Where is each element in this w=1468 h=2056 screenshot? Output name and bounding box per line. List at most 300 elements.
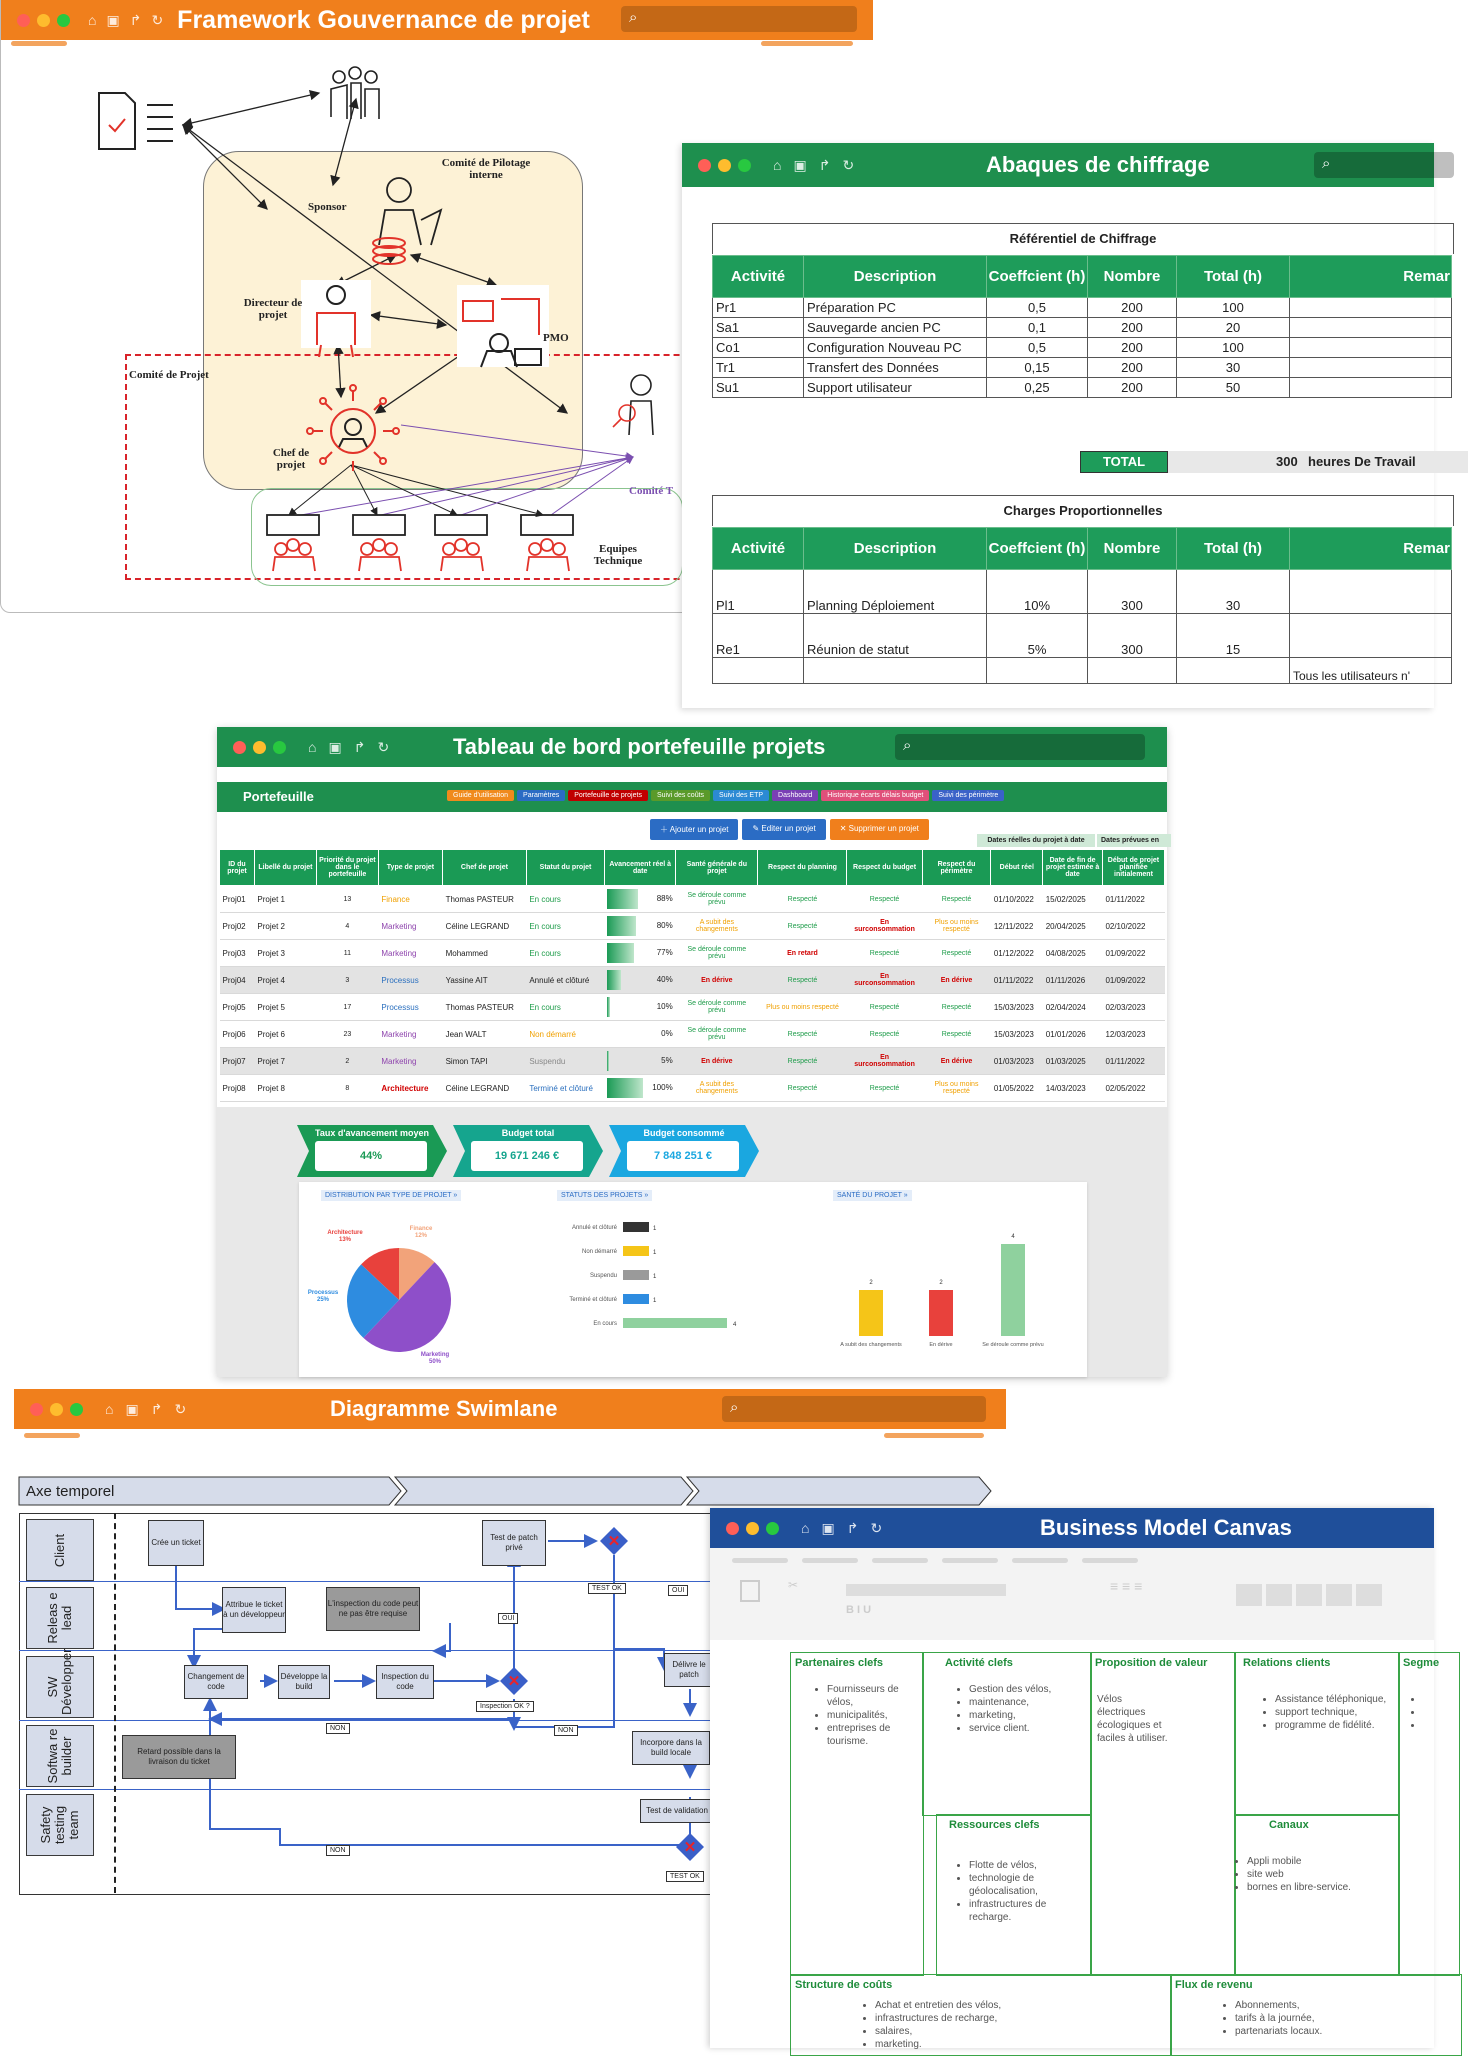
table-cell: Proj06 (220, 1021, 255, 1048)
close-button[interactable] (233, 741, 246, 754)
table-cell: 17 (316, 994, 378, 1021)
box-test-validation: Test de validation (640, 1799, 714, 1823)
table-cell: 01/12/2022 (991, 940, 1043, 967)
bar-category: Terminé et clôturé (569, 1297, 617, 1303)
cell-ressources (936, 1814, 1092, 1976)
table-cell[interactable]: 100 (1177, 298, 1290, 318)
add-project-label: Ajouter un projet (669, 825, 729, 834)
maximize-button[interactable] (273, 741, 286, 754)
maximize-button[interactable] (738, 159, 751, 172)
table-cell: 01/05/2022 (991, 1075, 1043, 1102)
table-cell: Proj04 (220, 967, 255, 994)
table-cell: 15/03/2023 (991, 1021, 1043, 1048)
status-bar[interactable] (623, 1270, 649, 1280)
table-row[interactable] (220, 1021, 1165, 1048)
bar-value: 4 (1011, 1234, 1015, 1240)
table-cell[interactable]: 0,5 (987, 298, 1088, 318)
col-header[interactable]: Avancement réel à date (605, 850, 676, 886)
minimize-button[interactable] (746, 1522, 759, 1535)
table-cell[interactable]: 0,25 (987, 378, 1088, 398)
table-cell: Respecté (847, 1075, 922, 1102)
progress-value: 40% (656, 975, 673, 984)
status-bar-chart (551, 1212, 801, 1372)
table-cell: Respecté (758, 913, 847, 940)
table-row (713, 570, 1452, 614)
close-button[interactable] (17, 14, 30, 27)
tag-test-ok: TEST OK (666, 1871, 704, 1882)
share-icon[interactable]: ↱ (846, 1519, 859, 1536)
table-cell: Non démarré (526, 1021, 604, 1048)
kpi-card (609, 1125, 759, 1177)
table-cell: 15/02/2025 (1043, 886, 1103, 913)
table-row[interactable] (220, 1048, 1165, 1075)
cell-list (1401, 1693, 1423, 1732)
sheet-tab[interactable]: Suivi des périmètre (932, 790, 1004, 801)
tag-non: NON (326, 1723, 350, 1734)
add-project-button[interactable]: ＋ Ajouter un projet (650, 819, 738, 840)
label-comite-pilotage: Comité de Pilotage interne (441, 157, 531, 181)
share-icon[interactable]: ↱ (353, 738, 366, 755)
table-cell: 23 (316, 1021, 378, 1048)
table-cell: 01/03/2025 (1043, 1048, 1103, 1075)
table-cell: Respecté (922, 886, 991, 913)
progress-value: 80% (656, 921, 673, 930)
table-cell[interactable] (1290, 378, 1452, 398)
table-cell: Proj02 (220, 913, 255, 940)
table-cell[interactable]: 300 (1088, 570, 1177, 614)
table-row (713, 614, 1452, 658)
table-row[interactable] (220, 994, 1165, 1021)
table-cell: Jean WALT (443, 1021, 527, 1048)
kpi-value: 7 848 251 € (627, 1141, 739, 1171)
sheet-title: Portefeuille (243, 789, 314, 804)
sheet-tab[interactable]: Historique écarts délais budget (821, 790, 929, 801)
table-cell: 01/11/2022 (1102, 886, 1164, 913)
table-cell: 12/11/2022 (991, 913, 1043, 940)
search-icon: ⌕ (1322, 155, 1331, 172)
edit-project-button[interactable]: ✎ Editer un projet (742, 819, 825, 840)
table-cell: Annulé et clôturé (526, 967, 604, 994)
health-bar[interactable] (859, 1290, 883, 1336)
table-row[interactable] (220, 967, 1165, 994)
cell-title: Ressources clefs (949, 1819, 1040, 1831)
table-cell[interactable]: 200 (1088, 378, 1177, 398)
pie-chart (309, 1206, 509, 1376)
table-cell[interactable] (804, 658, 987, 684)
format-buttons[interactable]: B I U (846, 1604, 872, 1616)
table-cell: Simon TAPI (443, 1048, 527, 1075)
tag-oui: OUI (498, 1613, 518, 1624)
bar-category: A subit des changements (840, 1342, 902, 1348)
col-header[interactable]: Santé générale du projet (676, 850, 758, 886)
list-item: • infrastructures de recharge. (969, 1898, 1089, 1924)
table-cell[interactable]: 20 (1177, 318, 1290, 338)
style-boxes[interactable] (1236, 1584, 1382, 1606)
table-row[interactable] (220, 913, 1165, 940)
cell-title: Structure de coûts (795, 1979, 893, 1991)
col-header: Remar (1290, 528, 1452, 570)
table-cell[interactable]: Tr1 (713, 358, 804, 378)
home-icon[interactable]: ⌂ (308, 738, 317, 755)
table-cell[interactable]: Planning Déploiement (804, 570, 987, 614)
dates-reelles-header: Dates réelles du projet à date (977, 834, 1095, 847)
maximize-button[interactable] (766, 1522, 779, 1535)
pmo-icon (457, 285, 549, 367)
list-item: • Flotte de vélos, (969, 1859, 1089, 1872)
home-icon[interactable]: ⌂ (773, 156, 782, 173)
progress-bar (607, 997, 611, 1017)
table-cell[interactable]: 200 (1088, 298, 1177, 318)
table-cell: 01/09/2022 (1102, 940, 1164, 967)
kpi-card (297, 1125, 447, 1177)
col-header: Activité (713, 528, 804, 570)
tag-oui: OUI (668, 1585, 688, 1596)
table-cell[interactable]: 0,5 (987, 338, 1088, 358)
table-cell[interactable]: Su1 (713, 378, 804, 398)
box-retard-livraison: Retard possible dans la livraison du ticket (122, 1735, 236, 1779)
tag-non: NON (554, 1725, 578, 1736)
table-cell: 13 (316, 886, 378, 913)
ribbon-line (732, 1558, 788, 1563)
table-cell[interactable]: Réunion de statut (804, 614, 987, 658)
progress-bar (607, 970, 621, 990)
col-header[interactable]: Début réel (991, 850, 1043, 886)
font-box[interactable] (846, 1584, 1006, 1596)
list-item: • entreprises de tourisme. (827, 1722, 927, 1748)
table-row (713, 658, 1452, 684)
share-icon[interactable]: ↱ (818, 156, 831, 173)
table-cell[interactable]: 5% (987, 614, 1088, 658)
window-controls (17, 14, 70, 27)
table-row[interactable] (220, 1075, 1165, 1102)
sheet-tab[interactable]: Portefeuille de projets (568, 790, 648, 801)
sheet-tab[interactable]: Paramètres (517, 790, 565, 801)
refresh-icon[interactable]: ↻ (842, 156, 855, 173)
table-cell[interactable]: 30 (1177, 358, 1290, 378)
table-cell[interactable]: Configuration Nouveau PC (804, 338, 987, 358)
cell-title: Relations clients (1243, 1657, 1331, 1669)
table-cell[interactable] (713, 658, 804, 684)
chef-projet-icon (307, 385, 399, 471)
table-cell[interactable]: Re1 (713, 614, 804, 658)
col-header[interactable]: Date de fin de projet estimée à date (1043, 850, 1103, 886)
table-cell: Se déroule comme prévu (676, 994, 758, 1021)
refresh-icon[interactable]: ↻ (870, 1519, 883, 1536)
bar-value: 1 (653, 1274, 657, 1280)
table-cell[interactable]: Transfert des Données (804, 358, 987, 378)
table-cell: Respecté (758, 1075, 847, 1102)
search-box[interactable] (895, 734, 1145, 760)
list-item: • service client. (969, 1722, 1109, 1735)
cell-list (943, 1859, 1089, 1924)
lane-label: SW Développer (45, 1648, 74, 1715)
table-cell[interactable] (1290, 358, 1452, 378)
table-cell[interactable]: 200 (1088, 338, 1177, 358)
status-title: STATUTS DES PROJETS » (557, 1190, 652, 1201)
col-header[interactable]: Libellé du projet (254, 850, 316, 886)
table-cell[interactable]: 15 (1177, 614, 1290, 658)
list-item: • Achat et entretien des vélos, (875, 1999, 1095, 2012)
close-button[interactable] (726, 1522, 739, 1535)
home-icon[interactable]: ⌂ (801, 1519, 810, 1536)
pie-label: Finance 12% (409, 1226, 433, 1239)
table-cell: Projet 7 (254, 1048, 316, 1075)
action-buttons (650, 819, 929, 840)
minimize-button[interactable] (253, 741, 266, 754)
save-icon[interactable]: ▣ (106, 11, 120, 28)
col-header[interactable]: Respect du périmètre (922, 850, 991, 886)
stakeholders-icon (331, 67, 379, 119)
window-title: Framework Gouvernance de projet (177, 5, 590, 34)
table-cell: Mohammed (443, 940, 527, 967)
delete-project-button[interactable]: ✕ Supprimer un projet (830, 819, 929, 840)
table-cell[interactable]: Support utilisateur (804, 378, 987, 398)
total-unit: heures De Travail (1308, 454, 1416, 469)
bar-value: 1 (653, 1298, 657, 1304)
table-cell: Respecté (922, 1021, 991, 1048)
table-cell: Marketing (378, 1048, 442, 1075)
table-cell: Respecté (758, 967, 847, 994)
table-cell[interactable]: 10% (987, 570, 1088, 614)
comite-technique-icon (613, 375, 653, 435)
save-icon[interactable]: ▣ (328, 738, 342, 755)
list-item: • site web (1247, 1868, 1397, 1881)
align-icon[interactable]: ≡ ≡ ≡ (1110, 1578, 1143, 1594)
list-item: • municipalités, (827, 1709, 927, 1722)
total-value: 300 (1276, 454, 1298, 469)
titlebar (217, 727, 1167, 767)
cell-activites (922, 1652, 1092, 1816)
refresh-icon[interactable]: ↻ (151, 11, 164, 28)
col-header[interactable]: Statut du projet (526, 850, 604, 886)
status-bar[interactable] (623, 1294, 649, 1304)
cell-couts (790, 1974, 1172, 2056)
table-cell[interactable] (1290, 614, 1452, 658)
table-cell[interactable] (1088, 658, 1177, 684)
lane-label: Releas e lead (45, 1592, 74, 1644)
col-header[interactable]: Respect du planning (758, 850, 847, 886)
box-attribue-ticket: Attribue le ticket à un développeur (222, 1587, 286, 1633)
col-header: Total (h) (1177, 528, 1290, 570)
table-cell[interactable] (1290, 570, 1452, 614)
table-cell[interactable] (1290, 338, 1452, 358)
paste-icon[interactable] (740, 1580, 760, 1602)
table-cell[interactable]: Préparation PC (804, 298, 987, 318)
table-cell: 04/08/2025 (1043, 940, 1103, 967)
kpi-label: Taux d'avancement moyen (314, 1128, 429, 1138)
table-cell[interactable]: 0,1 (987, 318, 1088, 338)
progress-bar (607, 943, 635, 963)
progress-bar (607, 1051, 609, 1071)
table-cell: Architecture (378, 1075, 442, 1102)
kpi-value: 19 671 246 € (471, 1141, 583, 1171)
table-cell[interactable]: 300 (1088, 614, 1177, 658)
col-header[interactable]: Type de projet (378, 850, 442, 886)
table-cell[interactable]: Co1 (713, 338, 804, 358)
decision-diamond (500, 1667, 528, 1695)
status-bar[interactable] (623, 1318, 727, 1328)
table-cell: 11 (316, 940, 378, 967)
table-cell: Respecté (922, 994, 991, 1021)
table-cell[interactable]: 0,15 (987, 358, 1088, 378)
table-cell: 3 (316, 967, 378, 994)
list-item: • Abonnements, (1235, 1999, 1435, 2012)
table-cell[interactable] (1290, 298, 1452, 318)
table-cell: En surconsommation (847, 1048, 922, 1075)
list-item: • marketing, (969, 1709, 1109, 1722)
cell-title: Activité clefs (945, 1657, 1013, 1669)
axis-label: Axe temporel (26, 1483, 115, 1500)
window-portfolio (217, 727, 1167, 1377)
cell-title: Segme (1403, 1657, 1440, 1669)
titlebar (710, 1508, 1434, 1548)
col-header: Description (804, 256, 987, 298)
bar-value: 2 (939, 1280, 943, 1286)
col-header[interactable]: Chef de projet (443, 850, 527, 886)
close-button[interactable] (698, 159, 711, 172)
label-comite-technique: Comité T (629, 485, 674, 497)
toolbar-icons (801, 1520, 882, 1537)
ribbon-line (802, 1558, 858, 1563)
table-cell: Projet 1 (254, 886, 316, 913)
sheet-tab[interactable]: Suivi des coûts (651, 790, 710, 801)
table-cell[interactable] (1177, 658, 1290, 684)
list-item: • Gestion des vélos, (969, 1683, 1109, 1696)
table-cell (605, 913, 676, 940)
bar-category: Se déroule comme prévu (982, 1342, 1044, 1348)
table-cell[interactable]: 30 (1177, 570, 1290, 614)
cell-text: Vélos électriques écologiques et faciles à utiliser. (1097, 1694, 1168, 1744)
home-icon[interactable]: ⌂ (105, 1400, 114, 1417)
table-cell[interactable]: Sa1 (713, 318, 804, 338)
table-cell[interactable]: 200 (1088, 318, 1177, 338)
box-inspection-optionnelle: L'inspection du code peut ne pas être requise (326, 1587, 420, 1631)
save-icon[interactable]: ▣ (125, 1400, 139, 1417)
table-cell: Marketing (378, 913, 442, 940)
search-icon: ⌕ (903, 737, 912, 754)
status-bar[interactable] (623, 1222, 649, 1232)
table-cell[interactable]: Pl1 (713, 570, 804, 614)
table-row[interactable] (220, 940, 1165, 967)
table-row (713, 298, 1452, 318)
table-cell: Processus (378, 994, 442, 1021)
edit-project-label: Editer un projet (761, 824, 816, 833)
table-cell[interactable]: 100 (1177, 338, 1290, 358)
ribbon-line (942, 1558, 998, 1563)
col-header[interactable]: Début de projet planifiée initialement (1102, 850, 1164, 886)
table-cell: 02/05/2022 (1102, 1075, 1164, 1102)
table-cell: 12/03/2023 (1102, 1021, 1164, 1048)
home-icon[interactable]: ⌂ (88, 11, 97, 28)
titlebar (1, 0, 873, 40)
pie-label: Architecture 13% (327, 1230, 363, 1243)
table-cell: Finance (378, 886, 442, 913)
cell-canaux (1234, 1814, 1400, 1976)
cell-list (1235, 1855, 1397, 1894)
table-row[interactable] (220, 886, 1165, 913)
table-cell[interactable] (987, 658, 1088, 684)
decision-diamond (676, 1833, 704, 1861)
save-icon[interactable]: ▣ (793, 156, 807, 173)
table-cell: En dérive (676, 967, 758, 994)
col-header[interactable]: Respect du budget (847, 850, 922, 886)
table-cell: En retard (758, 940, 847, 967)
refresh-icon[interactable]: ↻ (174, 1400, 187, 1417)
share-icon[interactable]: ↱ (150, 1400, 163, 1417)
sheet-tab[interactable]: Dashboard (772, 790, 818, 801)
table-cell: Se déroule comme prévu (676, 886, 758, 913)
maximize-button[interactable] (57, 14, 70, 27)
share-icon[interactable]: ↱ (129, 11, 142, 28)
table-cell: Respecté (758, 1048, 847, 1075)
window-title: Diagramme Swimlane (330, 1396, 558, 1421)
window-bmc (710, 1508, 1440, 2050)
col-header[interactable]: Priorité du projet dans le portefeuille (316, 850, 378, 886)
minimize-button[interactable] (37, 14, 50, 27)
table-cell (605, 886, 676, 913)
table-cell[interactable]: 200 (1088, 358, 1177, 378)
refresh-icon[interactable]: ↻ (377, 738, 390, 755)
table-cell[interactable]: Sauvegarde ancien PC (804, 318, 987, 338)
toolbar-icons (308, 739, 389, 756)
table-cell[interactable]: Pr1 (713, 298, 804, 318)
kpi-label: Budget consommé (643, 1128, 725, 1138)
pie-title: DISTRIBUTION PAR TYPE DE PROJET » (321, 1190, 461, 1201)
table-cell: Projet 2 (254, 913, 316, 940)
total-box (1168, 451, 1468, 473)
table-cell: Plus ou moins respecté (922, 913, 991, 940)
table-cell (605, 967, 676, 994)
cell-proposition (1090, 1652, 1236, 1976)
table-cell (605, 1048, 676, 1075)
table-cell[interactable]: 50 (1177, 378, 1290, 398)
table-row (713, 378, 1452, 398)
sheet-tab[interactable]: Suivi des ETP (713, 790, 769, 801)
save-icon[interactable]: ▣ (821, 1519, 835, 1536)
cell-list (851, 1999, 1095, 2051)
table-cell[interactable]: Tous les utilisateurs n' (1290, 658, 1452, 684)
search-box[interactable] (1314, 152, 1454, 178)
table-cell: Se déroule comme prévu (676, 1021, 758, 1048)
table-cell (605, 1075, 676, 1102)
tag-test-ok: TEST OK (588, 1583, 626, 1594)
table-cell: Respecté (847, 1021, 922, 1048)
label-equipes: Equipes Technique (593, 543, 643, 567)
cut-icon[interactable]: ✂ (788, 1578, 799, 1592)
minimize-button[interactable] (718, 159, 731, 172)
bar-value: 1 (653, 1250, 657, 1256)
sheet-tab[interactable]: Guide d'utilisation (447, 790, 514, 801)
window-controls (698, 159, 751, 172)
table-cell: Céline LEGRAND (443, 1075, 527, 1102)
health-bar[interactable] (929, 1290, 953, 1336)
status-bar[interactable] (623, 1246, 649, 1256)
col-header[interactable]: ID du projet (220, 850, 255, 886)
label-sponsor: Sponsor (308, 201, 347, 213)
table-cell[interactable] (1290, 318, 1452, 338)
window-title: Business Model Canvas (1040, 1515, 1292, 1540)
health-bar[interactable] (1001, 1244, 1025, 1336)
kpi-label: Budget total (501, 1128, 555, 1138)
bar-value: 4 (733, 1322, 737, 1328)
search-box[interactable] (621, 6, 857, 32)
bar-category: Non démarré (581, 1249, 617, 1255)
label-directeur: Directeur de projet (243, 297, 303, 321)
referentiel-table (712, 255, 1452, 398)
ribbon-line (872, 1558, 928, 1563)
box-incorpore-build: Incorpore dans la build locale (632, 1731, 710, 1765)
table-cell: Yassine AIT (443, 967, 527, 994)
